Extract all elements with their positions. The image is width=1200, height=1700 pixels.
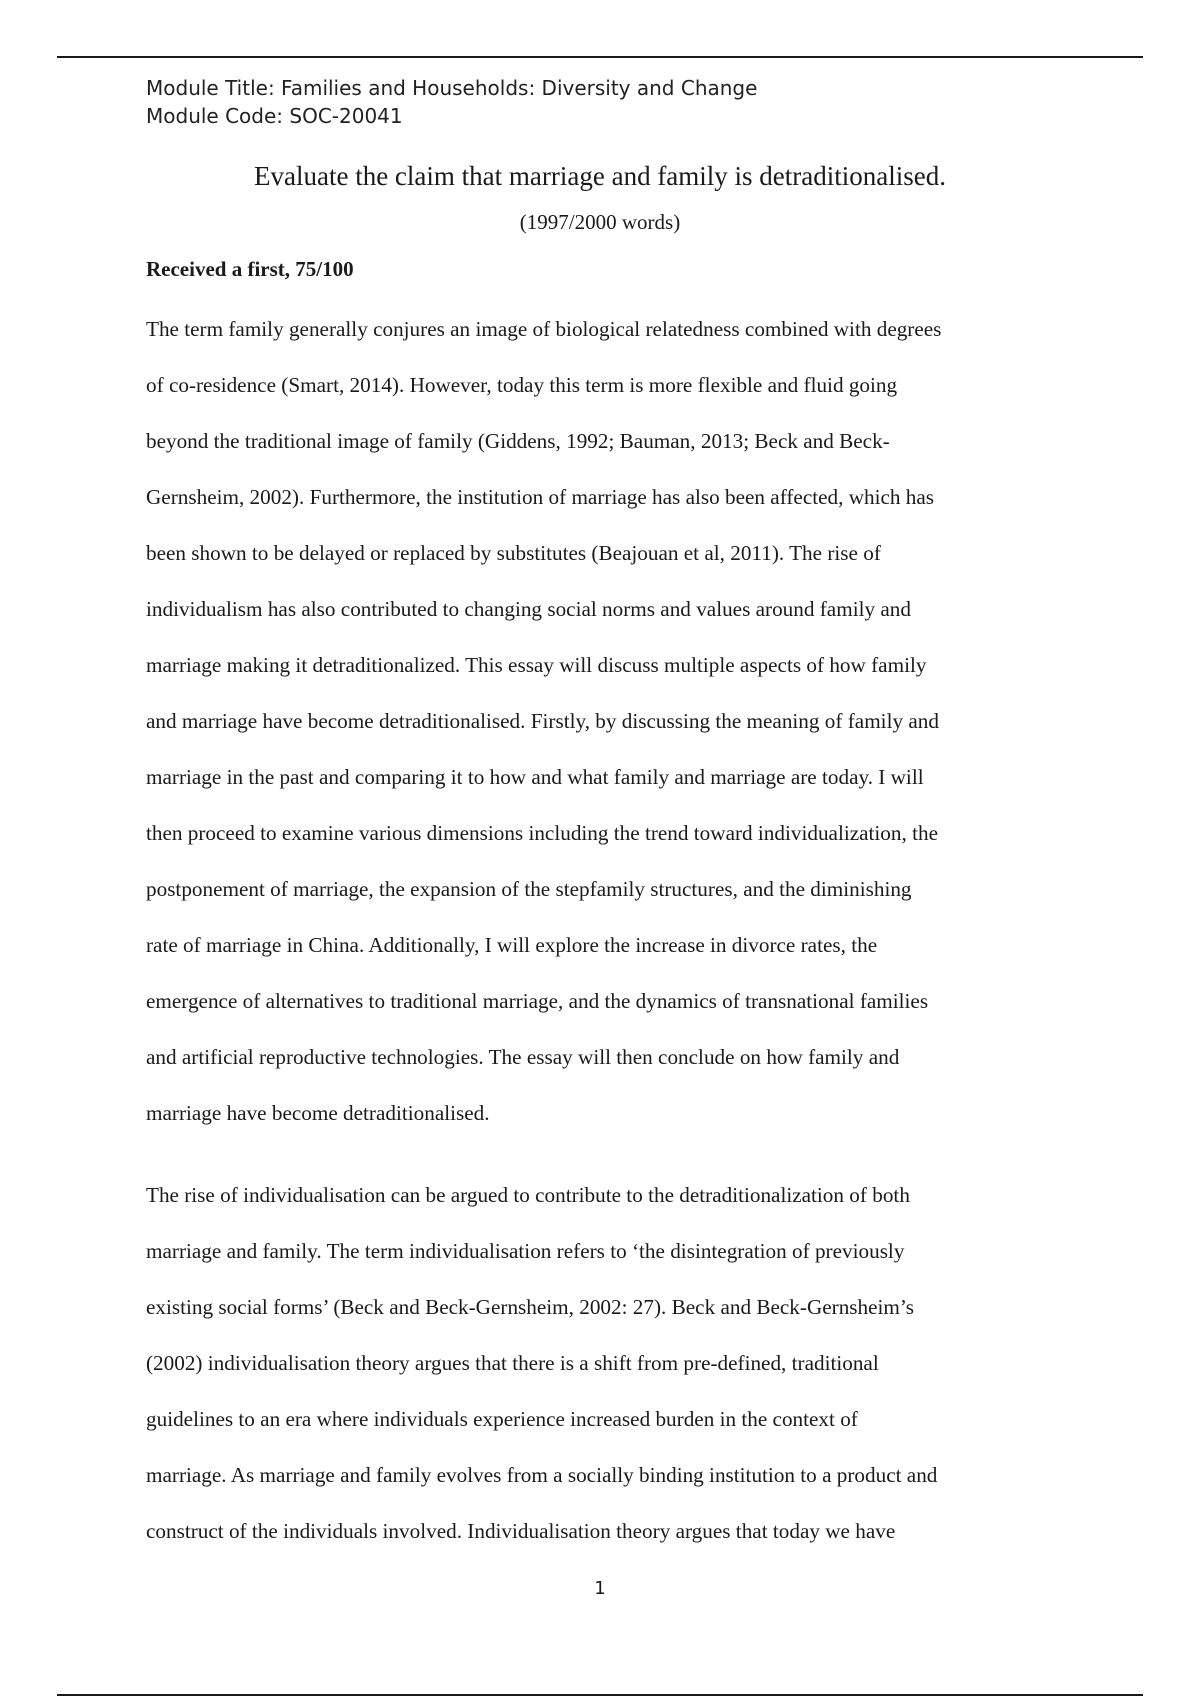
text-line: guidelines to an era where individuals experience increased burden in the context of <box>146 1407 858 1431</box>
text-line: rate of marriage in China. Additionally, I will explore the increase in divorce rates, the <box>146 933 878 957</box>
text-line: beyond the traditional image of family (Giddens, 1992; Bauman, 2013; Beck and Beck- <box>146 429 890 453</box>
text-line: marriage making it detraditionalized. This essay will discuss multiple aspects of how family <box>146 653 927 677</box>
top-rule <box>57 56 1143 58</box>
text-line: (2002) individualisation theory argues that there is a shift from pre-defined, traditional <box>146 1351 879 1375</box>
text-line: been shown to be delayed or replaced by substitutes (Beajouan et al, 2011). The rise of <box>146 541 881 565</box>
text-line: marriage. As marriage and family evolves from a socially binding institution to a product and <box>146 1463 938 1487</box>
module-code: Module Code: SOC-20041 <box>146 104 403 128</box>
text-line: The rise of individualisation can be argued to contribute to the detraditionalization of both <box>146 1183 910 1207</box>
module-header <box>146 74 757 130</box>
bottom-rule <box>57 1694 1143 1696</box>
text-line: postponement of marriage, the expansion of the stepfamily structures, and the diminishing <box>146 877 912 901</box>
text-line: emergence of alternatives to traditional marriage, and the dynamics of transnational families <box>146 989 929 1013</box>
text-line: construct of the individuals involved. Individualisation theory argues that today we have <box>146 1519 896 1543</box>
text-line: marriage and family. The term individualisation refers to ‘the disintegration of previously <box>146 1239 905 1263</box>
paragraph-1 <box>146 301 1066 1141</box>
text-line: marriage have become detraditionalised. <box>146 1101 490 1125</box>
text-line: The term family generally conjures an image of biological relatedness combined with degrees <box>146 317 942 341</box>
text-line: and marriage have become detraditionalised. Firstly, by discussing the meaning of family and <box>146 709 939 733</box>
page-number: 1 <box>594 1578 606 1599</box>
text-line: existing social forms’ (Beck and Beck-Gernsheim, 2002: 27). Beck and Beck-Gernsheim’s <box>146 1295 915 1319</box>
text-line: Gernsheim, 2002). Furthermore, the institution of marriage has also been affected, which has <box>146 485 935 509</box>
text-line: and artificial reproductive technologies. The essay will then conclude on how family and <box>146 1045 900 1069</box>
essay-title: Evaluate the claim that marriage and family is detraditionalised. <box>254 161 946 191</box>
text-line: then proceed to examine various dimensions including the trend toward individualization, the <box>146 821 938 845</box>
module-title: Module Title: Families and Households: Diversity and Change <box>146 76 758 100</box>
paragraph-2 <box>146 1167 1066 1559</box>
text-line: individualism has also contributed to changing social norms and values around family and <box>146 597 911 621</box>
text-line: marriage in the past and comparing it to how and what family and marriage are today. I will <box>146 765 924 789</box>
text-line: of co-residence (Smart, 2014). However, today this term is more flexible and fluid going <box>146 373 898 397</box>
word-count: (1997/2000 words) <box>519 210 681 234</box>
grade-note: Received a first, 75/100 <box>146 257 354 281</box>
